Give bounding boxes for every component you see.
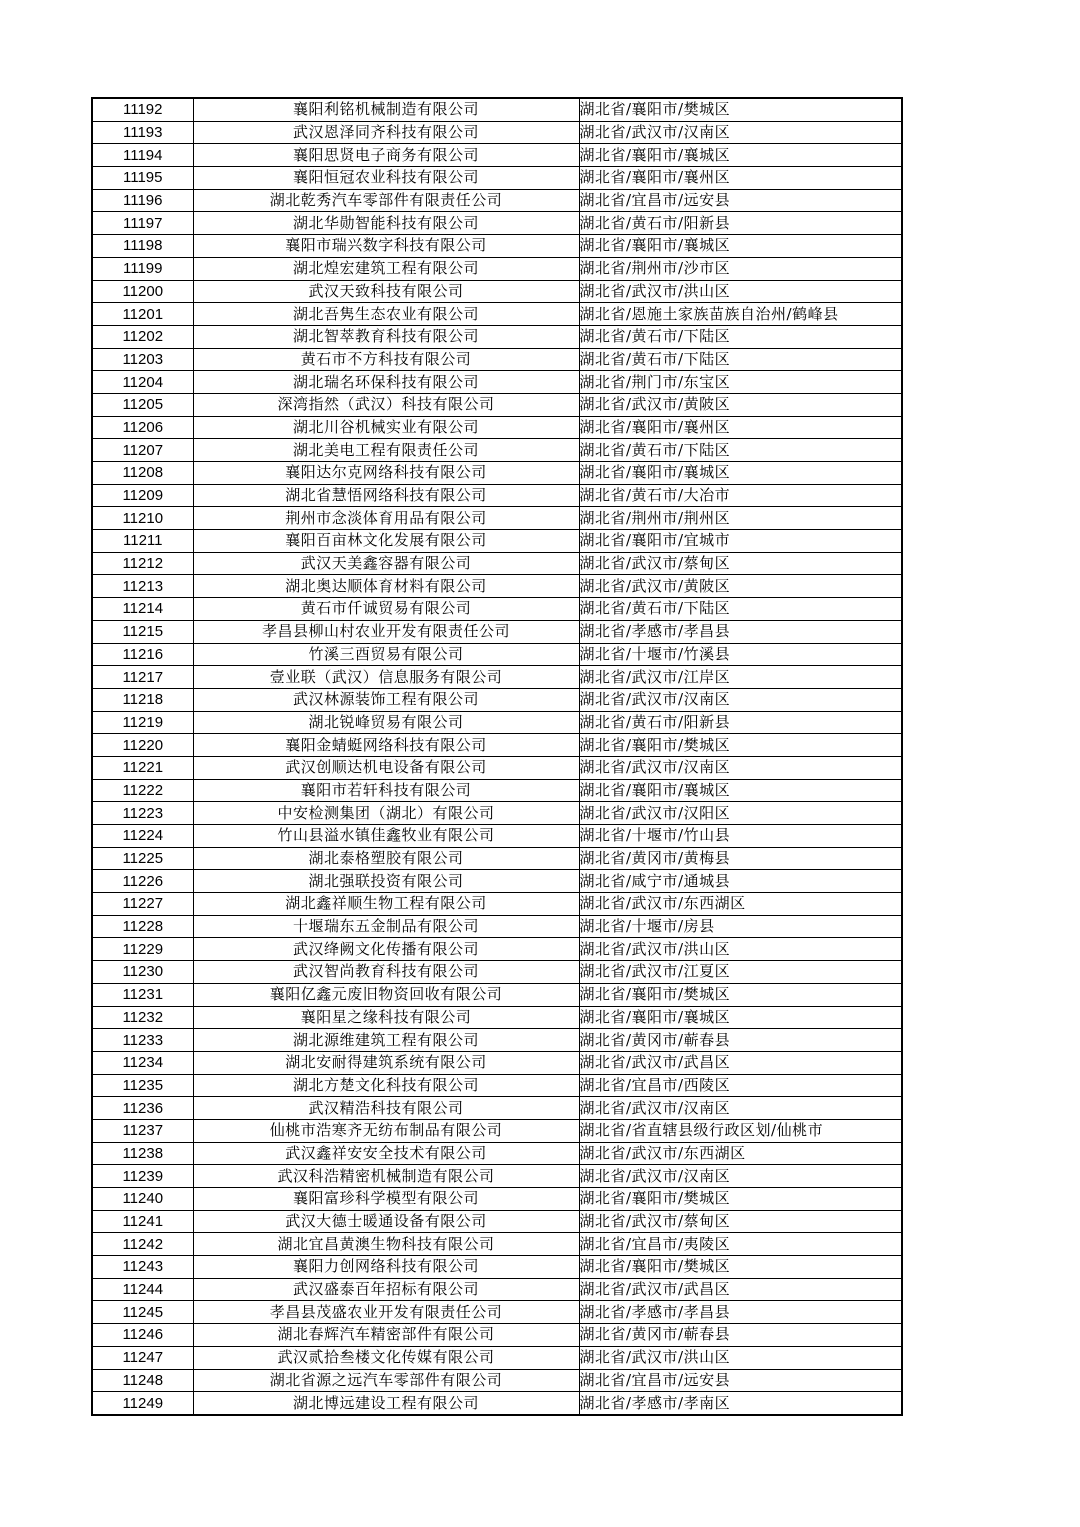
row-number-cell: 11193 [92, 121, 193, 144]
region-cell: 湖北省/武汉市/汉南区 [579, 756, 902, 779]
row-number-cell: 11221 [92, 756, 193, 779]
table-row [92, 575, 902, 598]
company-name-cell: 武汉创顺达机电设备有限公司 [193, 756, 579, 779]
region-cell: 湖北省/襄阳市/襄州区 [579, 416, 902, 439]
region-cell: 湖北省/孝感市/孝昌县 [579, 1301, 902, 1324]
row-number-cell: 11231 [92, 983, 193, 1006]
company-name-cell: 武汉智尚教育科技有限公司 [193, 961, 579, 984]
row-number-cell: 11195 [92, 167, 193, 190]
table-row [92, 938, 902, 961]
row-number-cell: 11235 [92, 1074, 193, 1097]
row-number-cell: 11238 [92, 1142, 193, 1165]
company-name-cell: 深湾指然（武汉）科技有限公司 [193, 393, 579, 416]
company-name-cell: 湖北乾秀汽车零部件有限责任公司 [193, 189, 579, 212]
company-name-cell: 中安检测集团（湖北）有限公司 [193, 802, 579, 825]
region-cell: 湖北省/襄阳市/樊城区 [579, 734, 902, 757]
region-cell: 湖北省/武汉市/黄陂区 [579, 393, 902, 416]
company-name-cell: 湖北华勋智能科技有限公司 [193, 212, 579, 235]
company-name-cell: 湖北省源之远汽车零部件有限公司 [193, 1369, 579, 1392]
table-row [92, 167, 902, 190]
row-number-cell: 11192 [92, 98, 193, 121]
row-number-cell: 11228 [92, 915, 193, 938]
region-cell: 湖北省/宜昌市/西陵区 [579, 1074, 902, 1097]
company-name-cell: 武汉绛阙文化传播有限公司 [193, 938, 579, 961]
company-name-cell: 武汉天美鑫容器有限公司 [193, 552, 579, 575]
company-name-cell: 湖北春辉汽车精密部件有限公司 [193, 1324, 579, 1347]
company-name-cell: 湖北吾隽生态农业有限公司 [193, 303, 579, 326]
region-cell: 湖北省/十堰市/竹山县 [579, 825, 902, 848]
region-cell: 湖北省/武汉市/汉南区 [579, 121, 902, 144]
table-row [92, 1210, 902, 1233]
company-name-cell: 湖北安耐得建筑系统有限公司 [193, 1051, 579, 1074]
company-name-cell: 湖北美电工程有限责任公司 [193, 439, 579, 462]
company-name-cell: 湖北博远建设工程有限公司 [193, 1392, 579, 1415]
table-row [92, 1142, 902, 1165]
region-cell: 湖北省/荆门市/东宝区 [579, 371, 902, 394]
company-name-cell: 武汉大德士暖通设备有限公司 [193, 1210, 579, 1233]
company-name-cell: 襄阳星之缘科技有限公司 [193, 1006, 579, 1029]
row-number-cell: 11212 [92, 552, 193, 575]
row-number-cell: 11206 [92, 416, 193, 439]
row-number-cell: 11248 [92, 1369, 193, 1392]
company-name-cell: 襄阳富珍科学模型有限公司 [193, 1188, 579, 1211]
row-number-cell: 11216 [92, 643, 193, 666]
region-cell: 湖北省/黄石市/大冶市 [579, 484, 902, 507]
company-name-cell: 襄阳市瑞兴数字科技有限公司 [193, 235, 579, 258]
company-name-cell: 竹溪三酉贸易有限公司 [193, 643, 579, 666]
region-cell: 湖北省/襄阳市/襄城区 [579, 1006, 902, 1029]
region-cell: 湖北省/十堰市/房县 [579, 915, 902, 938]
region-cell: 湖北省/武汉市/黄陂区 [579, 575, 902, 598]
company-name-cell: 武汉科浩精密机械制造有限公司 [193, 1165, 579, 1188]
table-row [92, 212, 902, 235]
company-name-cell: 湖北奥达顺体育材料有限公司 [193, 575, 579, 598]
company-name-cell: 十堰瑞东五金制品有限公司 [193, 915, 579, 938]
region-cell: 湖北省/武汉市/江夏区 [579, 961, 902, 984]
company-name-cell: 湖北锐峰贸易有限公司 [193, 711, 579, 734]
table-row [92, 1301, 902, 1324]
region-cell: 湖北省/襄阳市/襄城区 [579, 235, 902, 258]
table-row [92, 893, 902, 916]
company-name-cell: 湖北源维建筑工程有限公司 [193, 1029, 579, 1052]
table-row [92, 756, 902, 779]
company-name-cell: 荆州市念淡体育用品有限公司 [193, 507, 579, 530]
company-name-cell: 孝昌县柳山村农业开发有限责任公司 [193, 620, 579, 643]
row-number-cell: 11245 [92, 1301, 193, 1324]
company-name-cell: 襄阳利铭机械制造有限公司 [193, 98, 579, 121]
region-cell: 湖北省/黄冈市/黄梅县 [579, 847, 902, 870]
table-row [92, 1369, 902, 1392]
table-row [92, 1165, 902, 1188]
table-row [92, 666, 902, 689]
region-cell: 湖北省/荆州市/沙市区 [579, 257, 902, 280]
table-row [92, 598, 902, 621]
table-row [92, 462, 902, 485]
company-name-cell: 湖北宜昌黄澳生物科技有限公司 [193, 1233, 579, 1256]
row-number-cell: 11197 [92, 212, 193, 235]
company-name-cell: 黄石市仟诚贸易有限公司 [193, 598, 579, 621]
row-number-cell: 11210 [92, 507, 193, 530]
row-number-cell: 11233 [92, 1029, 193, 1052]
row-number-cell: 11217 [92, 666, 193, 689]
company-name-cell: 湖北方楚文化科技有限公司 [193, 1074, 579, 1097]
region-cell: 湖北省/武汉市/东西湖区 [579, 893, 902, 916]
table-row [92, 1051, 902, 1074]
region-cell: 湖北省/黄石市/阳新县 [579, 711, 902, 734]
region-cell: 湖北省/黄石市/阳新县 [579, 212, 902, 235]
row-number-cell: 11224 [92, 825, 193, 848]
table-row [92, 847, 902, 870]
table-row [92, 802, 902, 825]
region-cell: 湖北省/襄阳市/樊城区 [579, 983, 902, 1006]
region-cell: 湖北省/省直辖县级行政区划/仙桃市 [579, 1119, 902, 1142]
company-name-cell: 武汉鑫祥安安全技术有限公司 [193, 1142, 579, 1165]
row-number-cell: 11227 [92, 893, 193, 916]
row-number-cell: 11239 [92, 1165, 193, 1188]
table-row [92, 348, 902, 371]
table-body [92, 98, 902, 1415]
region-cell: 湖北省/孝感市/孝南区 [579, 1392, 902, 1415]
region-cell: 湖北省/武汉市/洪山区 [579, 1346, 902, 1369]
table-row [92, 1188, 902, 1211]
table-row [92, 144, 902, 167]
company-name-cell: 襄阳达尔克网络科技有限公司 [193, 462, 579, 485]
region-cell: 湖北省/武汉市/汉阳区 [579, 802, 902, 825]
company-name-cell: 武汉恩泽同齐科技有限公司 [193, 121, 579, 144]
table-row [92, 416, 902, 439]
row-number-cell: 11222 [92, 779, 193, 802]
company-name-cell: 襄阳金蜻蜓网络科技有限公司 [193, 734, 579, 757]
company-name-cell: 湖北强联投资有限公司 [193, 870, 579, 893]
table-row [92, 280, 902, 303]
row-number-cell: 11199 [92, 257, 193, 280]
row-number-cell: 11249 [92, 1392, 193, 1415]
row-number-cell: 11196 [92, 189, 193, 212]
row-number-cell: 11240 [92, 1188, 193, 1211]
region-cell: 湖北省/恩施土家族苗族自治州/鹤峰县 [579, 303, 902, 326]
region-cell: 湖北省/黄石市/下陆区 [579, 439, 902, 462]
row-number-cell: 11214 [92, 598, 193, 621]
row-number-cell: 11205 [92, 393, 193, 416]
row-number-cell: 11198 [92, 235, 193, 258]
company-name-cell: 襄阳恒冠农业科技有限公司 [193, 167, 579, 190]
row-number-cell: 11223 [92, 802, 193, 825]
table-row [92, 915, 902, 938]
region-cell: 湖北省/武汉市/武昌区 [579, 1278, 902, 1301]
row-number-cell: 11211 [92, 530, 193, 553]
company-name-cell: 仙桃市浩寒齐无纺布制品有限公司 [193, 1119, 579, 1142]
company-name-cell: 武汉盛泰百年招标有限公司 [193, 1278, 579, 1301]
table-row [92, 961, 902, 984]
region-cell: 湖北省/武汉市/汉南区 [579, 1165, 902, 1188]
region-cell: 湖北省/宜昌市/远安县 [579, 1369, 902, 1392]
region-cell: 湖北省/宜昌市/远安县 [579, 189, 902, 212]
region-cell: 湖北省/襄阳市/樊城区 [579, 1188, 902, 1211]
table-row [92, 711, 902, 734]
table-row [92, 98, 902, 121]
table-row [92, 530, 902, 553]
row-number-cell: 11208 [92, 462, 193, 485]
table-row [92, 1029, 902, 1052]
region-cell: 湖北省/襄阳市/樊城区 [579, 1256, 902, 1279]
row-number-cell: 11229 [92, 938, 193, 961]
region-cell: 湖北省/武汉市/汉南区 [579, 1097, 902, 1120]
table-row [92, 1278, 902, 1301]
row-number-cell: 11202 [92, 325, 193, 348]
company-name-cell: 湖北鑫祥顺生物工程有限公司 [193, 893, 579, 916]
company-name-cell: 襄阳思贤电子商务有限公司 [193, 144, 579, 167]
region-cell: 湖北省/荆州市/荆州区 [579, 507, 902, 530]
table-row [92, 1392, 902, 1415]
company-name-cell: 襄阳市若轩科技有限公司 [193, 779, 579, 802]
region-cell: 湖北省/襄阳市/樊城区 [579, 98, 902, 121]
table-row [92, 257, 902, 280]
region-cell: 湖北省/宜昌市/夷陵区 [579, 1233, 902, 1256]
region-cell: 湖北省/武汉市/洪山区 [579, 938, 902, 961]
region-cell: 湖北省/黄冈市/蕲春县 [579, 1029, 902, 1052]
company-name-cell: 壹业联（武汉）信息服务有限公司 [193, 666, 579, 689]
row-number-cell: 11241 [92, 1210, 193, 1233]
row-number-cell: 11213 [92, 575, 193, 598]
region-cell: 湖北省/黄石市/下陆区 [579, 598, 902, 621]
table-row [92, 870, 902, 893]
row-number-cell: 11244 [92, 1278, 193, 1301]
region-cell: 湖北省/武汉市/蔡甸区 [579, 552, 902, 575]
company-name-cell: 竹山县溢水镇佳鑫牧业有限公司 [193, 825, 579, 848]
table-row [92, 1097, 902, 1120]
row-number-cell: 11243 [92, 1256, 193, 1279]
row-number-cell: 11207 [92, 439, 193, 462]
region-cell: 湖北省/武汉市/东西湖区 [579, 1142, 902, 1165]
region-cell: 湖北省/武汉市/洪山区 [579, 280, 902, 303]
row-number-cell: 11236 [92, 1097, 193, 1120]
table-row [92, 643, 902, 666]
region-cell: 湖北省/襄阳市/襄城区 [579, 462, 902, 485]
company-table [91, 97, 903, 1416]
table-row [92, 484, 902, 507]
table-row [92, 1324, 902, 1347]
row-number-cell: 11225 [92, 847, 193, 870]
row-number-cell: 11246 [92, 1324, 193, 1347]
region-cell: 湖北省/黄石市/下陆区 [579, 325, 902, 348]
row-number-cell: 11234 [92, 1051, 193, 1074]
company-name-cell: 襄阳亿鑫元废旧物资回收有限公司 [193, 983, 579, 1006]
table-row [92, 1256, 902, 1279]
company-name-cell: 孝昌县茂盛农业开发有限责任公司 [193, 1301, 579, 1324]
table-row [92, 1233, 902, 1256]
table-row [92, 189, 902, 212]
table-row [92, 235, 902, 258]
table-row [92, 325, 902, 348]
region-cell: 湖北省/黄冈市/蕲春县 [579, 1324, 902, 1347]
company-name-cell: 湖北煌宏建筑工程有限公司 [193, 257, 579, 280]
table-row [92, 983, 902, 1006]
table-row [92, 303, 902, 326]
row-number-cell: 11209 [92, 484, 193, 507]
company-name-cell: 襄阳力创网络科技有限公司 [193, 1256, 579, 1279]
table-row [92, 1006, 902, 1029]
table-row [92, 1074, 902, 1097]
company-name-cell: 武汉林源装饰工程有限公司 [193, 688, 579, 711]
region-cell: 湖北省/武汉市/武昌区 [579, 1051, 902, 1074]
region-cell: 湖北省/武汉市/汉南区 [579, 688, 902, 711]
row-number-cell: 11220 [92, 734, 193, 757]
row-number-cell: 11203 [92, 348, 193, 371]
table-row [92, 371, 902, 394]
table-row [92, 439, 902, 462]
row-number-cell: 11219 [92, 711, 193, 734]
table-row [92, 734, 902, 757]
company-name-cell: 湖北瑞名环保科技有限公司 [193, 371, 579, 394]
region-cell: 湖北省/孝感市/孝昌县 [579, 620, 902, 643]
row-number-cell: 11218 [92, 688, 193, 711]
company-name-cell: 武汉精浩科技有限公司 [193, 1097, 579, 1120]
table-row [92, 779, 902, 802]
company-name-cell: 湖北川谷机械实业有限公司 [193, 416, 579, 439]
company-name-cell: 湖北泰格塑胶有限公司 [193, 847, 579, 870]
row-number-cell: 11226 [92, 870, 193, 893]
company-name-cell: 襄阳百亩林文化发展有限公司 [193, 530, 579, 553]
table-row [92, 825, 902, 848]
region-cell: 湖北省/襄阳市/宜城市 [579, 530, 902, 553]
region-cell: 湖北省/武汉市/江岸区 [579, 666, 902, 689]
company-name-cell: 湖北省慧悟网络科技有限公司 [193, 484, 579, 507]
row-number-cell: 11204 [92, 371, 193, 394]
row-number-cell: 11194 [92, 144, 193, 167]
table-row [92, 1119, 902, 1142]
row-number-cell: 11215 [92, 620, 193, 643]
region-cell: 湖北省/襄阳市/襄州区 [579, 167, 902, 190]
table-row [92, 121, 902, 144]
company-name-cell: 黄石市不方科技有限公司 [193, 348, 579, 371]
region-cell: 湖北省/十堰市/竹溪县 [579, 643, 902, 666]
table-row [92, 393, 902, 416]
table-row [92, 507, 902, 530]
row-number-cell: 11200 [92, 280, 193, 303]
region-cell: 湖北省/襄阳市/襄城区 [579, 779, 902, 802]
table-row [92, 552, 902, 575]
row-number-cell: 11232 [92, 1006, 193, 1029]
table-row [92, 620, 902, 643]
table-row [92, 1346, 902, 1369]
region-cell: 湖北省/襄阳市/襄城区 [579, 144, 902, 167]
row-number-cell: 11237 [92, 1119, 193, 1142]
region-cell: 湖北省/武汉市/蔡甸区 [579, 1210, 902, 1233]
region-cell: 湖北省/黄石市/下陆区 [579, 348, 902, 371]
company-name-cell: 湖北智萃教育科技有限公司 [193, 325, 579, 348]
row-number-cell: 11247 [92, 1346, 193, 1369]
row-number-cell: 11201 [92, 303, 193, 326]
row-number-cell: 11242 [92, 1233, 193, 1256]
table-row [92, 688, 902, 711]
region-cell: 湖北省/咸宁市/通城县 [579, 870, 902, 893]
company-name-cell: 武汉天致科技有限公司 [193, 280, 579, 303]
company-name-cell: 武汉贰拾叁楼文化传媒有限公司 [193, 1346, 579, 1369]
row-number-cell: 11230 [92, 961, 193, 984]
